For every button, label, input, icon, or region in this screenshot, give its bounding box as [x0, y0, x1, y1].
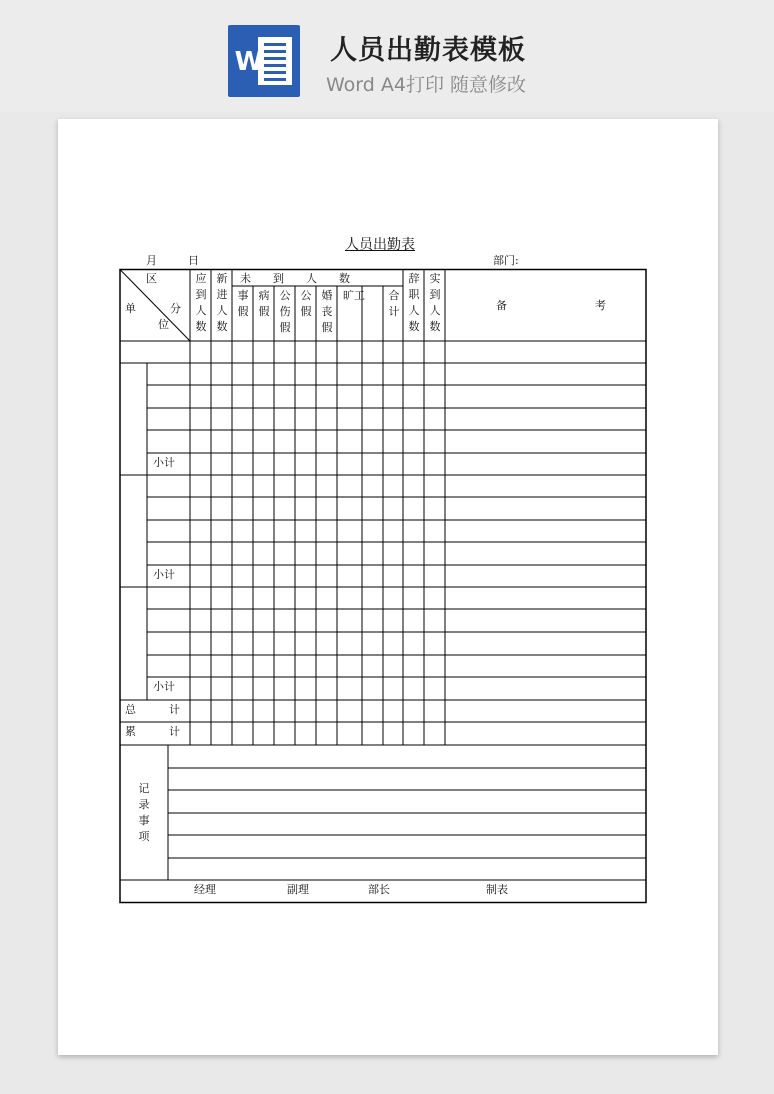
signature-manager: 经理 — [194, 883, 216, 896]
header-should-attend: 应 到 人 数 — [195, 272, 207, 333]
header-actual-attend: 实 到 人 数 — [429, 272, 441, 333]
cumulative-label: 累 计 — [125, 725, 180, 738]
header-official-leave: 公 假 — [300, 289, 312, 318]
header-work-injury-leave: 公 伤 假 — [279, 289, 291, 334]
header-new-hires: 新 进 人 数 — [216, 272, 228, 333]
signature-prepared-by: 制表 — [486, 883, 508, 896]
header-sick-leave: 病 假 — [258, 289, 270, 318]
corner-label-left: 单 — [125, 302, 136, 315]
grand-total-label: 总 计 — [125, 703, 180, 716]
day-label: 日 — [188, 254, 199, 267]
template-subtitle: Word A4打印 随意修改 — [326, 74, 527, 96]
corner-label-right: 分 — [170, 302, 181, 315]
word-letter: W — [234, 47, 264, 77]
notes-label: 记 录 事 项 — [138, 782, 150, 843]
department-label: 部门: — [493, 254, 519, 267]
signature-department-head: 部长 — [368, 883, 390, 896]
corner-label-bottom: 位 — [158, 318, 169, 331]
header-marriage-funeral-leave: 婚 丧 假 — [321, 289, 333, 334]
signature-deputy-manager: 副理 — [287, 883, 309, 896]
subtotal-label: 小计 — [153, 456, 175, 469]
document-title: 人员出勤表 — [345, 237, 415, 253]
template-title: 人员出勤表模板 — [330, 35, 526, 66]
header-absenteeism: 旷工 — [343, 289, 365, 302]
subtotal-label: 小计 — [153, 568, 175, 581]
header-resigned: 辞 职 人 数 — [408, 272, 420, 333]
corner-label-top: 区 — [146, 272, 157, 285]
subtotal-label: 小计 — [153, 680, 175, 693]
header-absent-group: 未 到 人 数 — [240, 272, 350, 285]
header-total: 合 计 — [388, 289, 400, 318]
month-label: 月 — [146, 254, 157, 267]
header-personal-leave: 事 假 — [237, 289, 249, 318]
header-remarks: 备 考 — [496, 299, 606, 312]
